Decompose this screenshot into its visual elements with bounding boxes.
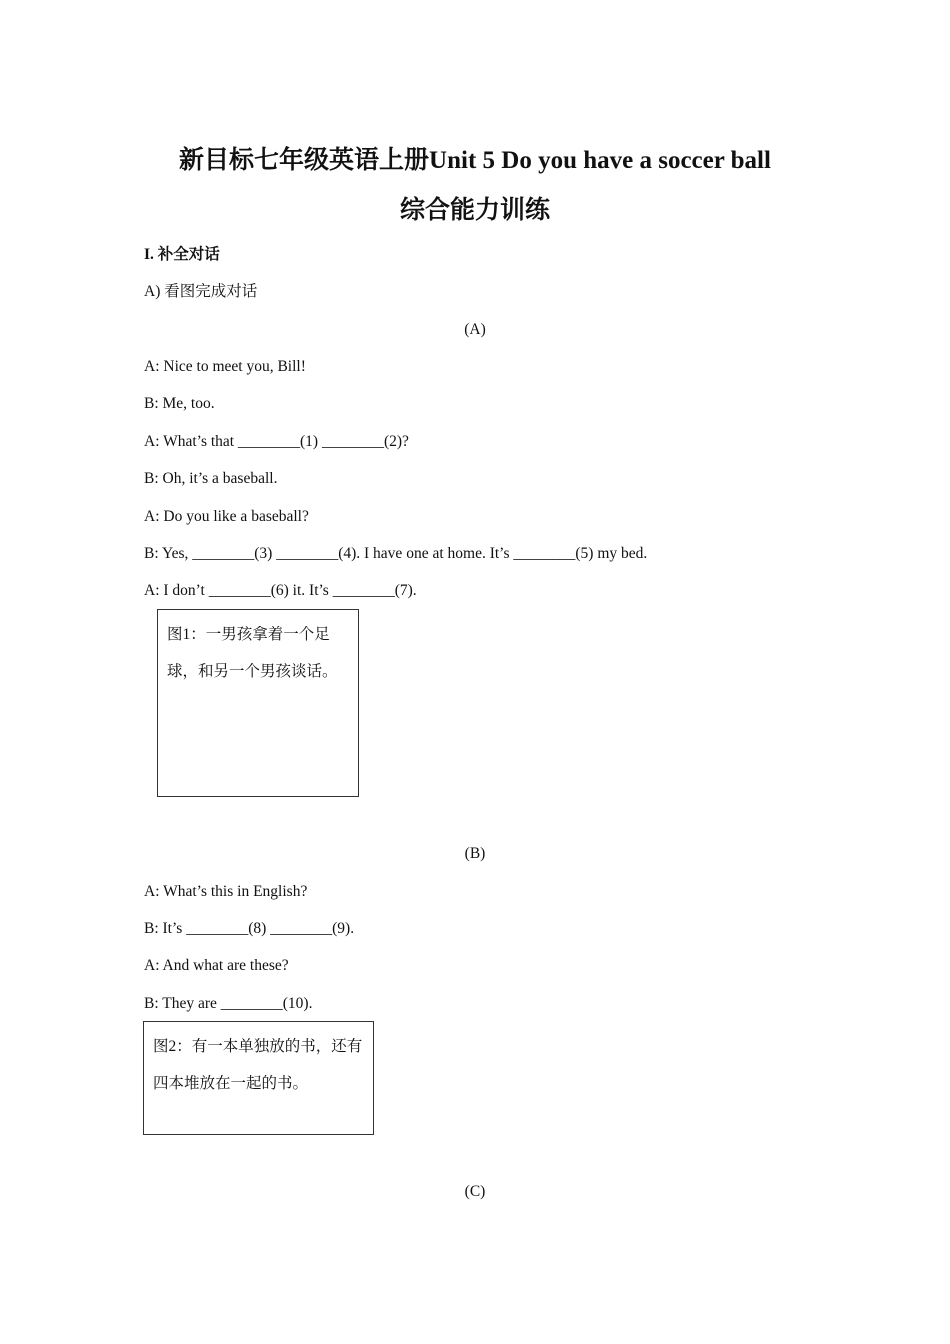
- section-heading: I. 补全对话: [144, 246, 220, 263]
- dialog-b-line-3: A: And what are these?: [144, 957, 289, 974]
- section-subheading: A) 看图完成对话: [144, 283, 258, 300]
- dialog-a-line-1: A: Nice to meet you, Bill!: [144, 358, 306, 375]
- dialog-b-line-4: B: They are ________(10).: [144, 995, 313, 1012]
- dialog-c-label: (C): [464, 1183, 486, 1200]
- title-line-2: 综合能力训练: [399, 197, 550, 224]
- figure-1-description: 图1：一男孩拿着一个足球，和另一个男孩谈话。: [167, 626, 338, 680]
- dialog-a-line-7: A: I don’t ________(6) it. It’s ________(7).: [144, 582, 417, 599]
- dialog-a-line-5: A: Do you like a baseball?: [144, 508, 309, 525]
- figure-2-placeholder: [143, 1021, 374, 1135]
- dialog-a-line-4: B: Oh, it’s a baseball.: [144, 470, 278, 487]
- title-line-1: 新目标七年级英语上册Unit 5 Do you have a soccer ball: [179, 147, 771, 174]
- dialog-b-line-1: A: What’s this in English?: [144, 883, 308, 900]
- dialog-b-label: (B): [464, 845, 486, 862]
- dialog-a-line-2: B: Me, too.: [144, 395, 215, 412]
- dialog-a-label: (A): [464, 321, 486, 338]
- dialog-b-line-2: B: It’s ________(8) ________(9).: [144, 920, 355, 937]
- figure-2-description: 图2：有一本单独放的书，还有四本堆放在一起的书。: [153, 1038, 363, 1092]
- dialog-a-line-3: A: What’s that ________(1) ________(2)?: [144, 433, 409, 450]
- dialog-a-line-6: B: Yes, ________(3) ________(4). I have one at home. It’s ________(5) my bed.: [144, 545, 648, 562]
- figure-1-placeholder: [157, 609, 359, 797]
